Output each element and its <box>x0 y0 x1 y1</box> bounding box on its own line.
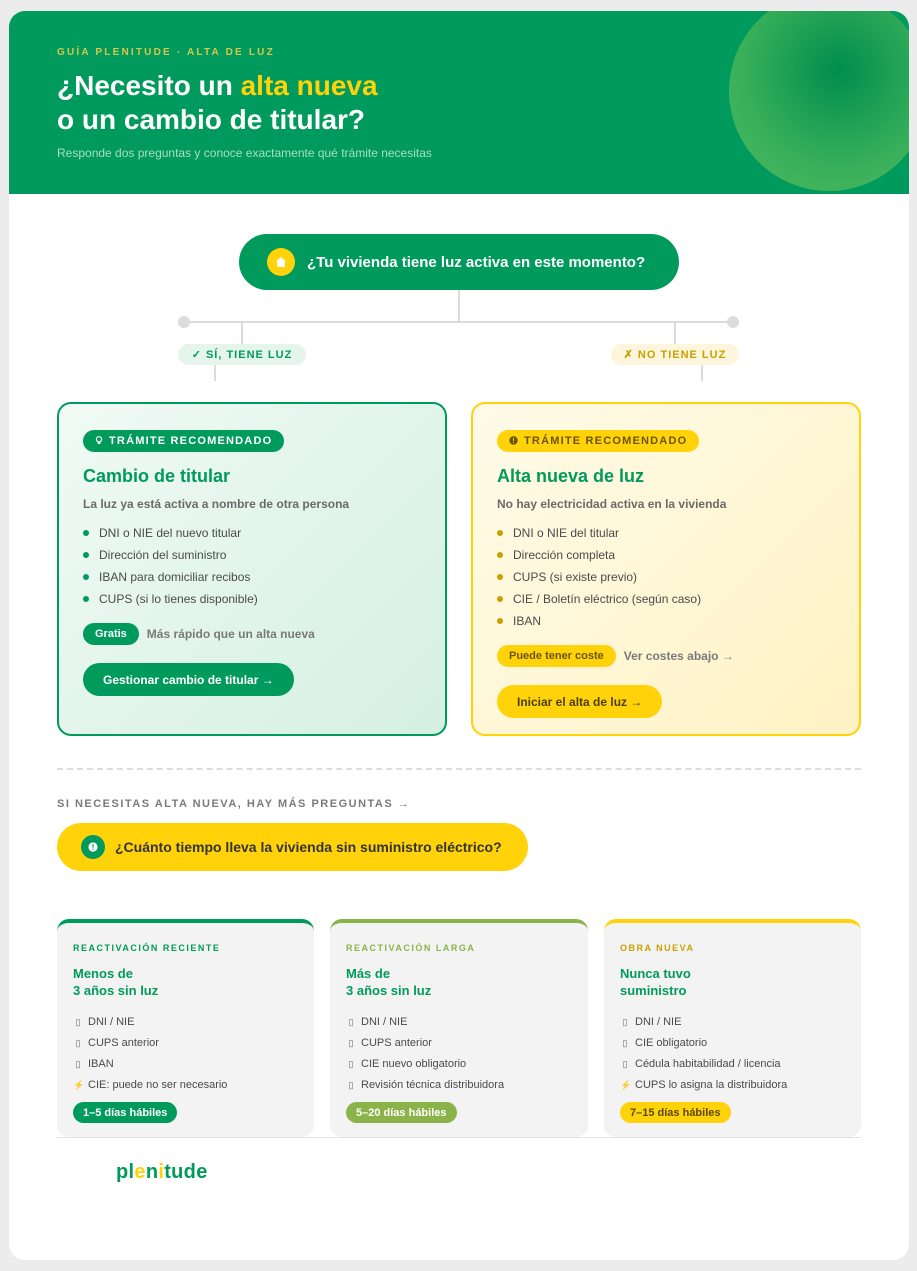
option-item <box>346 1032 572 1053</box>
requirement-item: CIE / Boletín eléctrico (según caso) <box>497 591 835 613</box>
hero-eyebrow: GUÍA PLENITUDE · ALTA DE LUZ <box>57 47 275 58</box>
connector-yes-card <box>214 365 216 381</box>
option-item-text: DNI / NIE <box>361 1015 408 1028</box>
hero-title-highlight: alta nueva <box>240 70 378 101</box>
connector-dot-right <box>727 316 739 328</box>
badge-label: TRÁMITE RECOMENDADO <box>524 435 688 447</box>
connector-stem <box>458 290 460 322</box>
option-item-text: CIE nuevo obligatorio <box>361 1057 467 1070</box>
option-item-text: DNI / NIE <box>635 1015 682 1028</box>
option-item-text: CUPS lo asigna la distribuidora <box>635 1078 788 1091</box>
document-icon: ▯ <box>348 1037 354 1048</box>
requirement-item: DNI o NIE del nuevo titular <box>83 525 421 547</box>
option-item-text: CUPS anterior <box>88 1036 159 1049</box>
connector-no-card <box>701 365 703 381</box>
alert-icon <box>509 436 518 447</box>
connector-no-drop <box>674 322 676 344</box>
option-title: Nunca tuvo suministro <box>620 966 691 998</box>
time-badge: 7–15 días hábiles <box>620 1102 731 1123</box>
recommended-badge <box>497 430 699 452</box>
hero-title-part1: ¿Necesito un <box>57 70 241 101</box>
document-icon: ▯ <box>75 1016 81 1027</box>
card-cambio-titular <box>57 402 447 736</box>
time-badge: 1–5 días hábiles <box>73 1102 177 1123</box>
option-list <box>620 1011 845 1095</box>
hero-title-part2: o un cambio de titular? <box>57 104 366 135</box>
option-kicker: REACTIVACIÓN LARGA <box>346 943 476 953</box>
home-icon <box>267 248 295 276</box>
option-item-text: DNI / NIE <box>88 1015 135 1028</box>
requirement-item: CUPS (si lo tienes disponible) <box>83 591 421 613</box>
requirements-list <box>83 525 421 613</box>
branch-no-label: ✗ NO TIENE LUZ <box>611 344 739 365</box>
requirement-item: CUPS (si existe previo) <box>497 569 835 591</box>
document-icon: ▯ <box>348 1016 354 1027</box>
option-card-obra-nueva <box>604 919 861 1137</box>
bolt-icon: ⚡ <box>73 1079 85 1090</box>
requirement-item: IBAN <box>497 613 835 635</box>
section-label: SI NECESITAS ALTA NUEVA, HAY MÁS PREGUNTAS → <box>57 798 411 810</box>
card-title: Alta nueva de luz <box>497 466 645 486</box>
card-title: Cambio de titular <box>83 466 231 486</box>
option-item-text: Cédula habitabilidad / licencia <box>635 1057 781 1070</box>
option-item <box>346 1011 572 1032</box>
document-icon: ▯ <box>75 1037 81 1048</box>
option-item <box>73 1011 298 1032</box>
requirement-item: IBAN para domiciliar recibos <box>83 569 421 591</box>
option-kicker: REACTIVACIÓN RECIENTE <box>73 943 221 953</box>
cost-row <box>497 645 835 667</box>
hero-title <box>57 69 378 137</box>
option-item <box>73 1032 298 1053</box>
hero-header <box>9 11 909 194</box>
option-item <box>620 1011 845 1032</box>
branch-yes-label: ✓ SÍ, TIENE LUZ <box>178 344 306 365</box>
connector-yes-drop <box>241 322 243 344</box>
cost-tag: Gratis <box>83 623 139 645</box>
lightbulb-icon <box>95 436 103 447</box>
option-card-larga <box>330 919 588 1137</box>
question-2-text: ¿Cuánto tiempo lleva la vivienda sin suministro eléctrico? <box>115 839 502 855</box>
option-title: Menos de 3 años sin luz <box>73 966 159 998</box>
ver-costes-link[interactable]: Ver costes abajo → <box>623 649 734 663</box>
option-item <box>73 1074 298 1095</box>
option-item-text: Revisión técnica distribuidora <box>361 1078 505 1091</box>
time-badge: 5–20 días hábiles <box>346 1102 457 1123</box>
option-item <box>620 1074 845 1095</box>
option-card-reciente <box>57 919 314 1137</box>
option-item <box>346 1074 572 1095</box>
option-item <box>620 1032 845 1053</box>
option-list <box>73 1011 298 1095</box>
bolt-icon: ⚡ <box>620 1079 632 1090</box>
document-icon: ▯ <box>348 1058 354 1069</box>
footer-divider <box>57 1137 861 1138</box>
iniciar-alta-button[interactable]: Iniciar el alta de luz → <box>497 685 662 718</box>
option-item <box>346 1053 572 1074</box>
question-1 <box>239 234 679 290</box>
card-alta-nueva <box>471 402 861 736</box>
badge-label: TRÁMITE RECOMENDADO <box>109 435 273 447</box>
connector-horizontal <box>184 321 734 323</box>
option-title: Más de 3 años sin luz <box>346 966 432 998</box>
option-item <box>73 1053 298 1074</box>
requirement-item: Dirección del suministro <box>83 547 421 569</box>
section-divider <box>57 768 861 770</box>
question-icon <box>81 835 105 859</box>
decorative-circle <box>729 11 909 191</box>
document-icon: ▯ <box>622 1058 628 1069</box>
option-kicker: OBRA NUEVA <box>620 943 695 953</box>
question-1-text: ¿Tu vivienda tiene luz activa en este momento? <box>307 253 646 271</box>
option-item <box>620 1053 845 1074</box>
gestionar-cambio-button[interactable]: Gestionar cambio de titular → <box>83 663 294 696</box>
option-item-text: IBAN <box>88 1057 114 1070</box>
requirement-item: Dirección completa <box>497 547 835 569</box>
option-item-text: CUPS anterior <box>361 1036 432 1049</box>
cost-row <box>83 623 421 645</box>
recommended-badge <box>83 430 284 452</box>
question-2 <box>57 823 528 871</box>
requirements-list <box>497 525 835 635</box>
option-item-text: CIE: puede no ser necesario <box>88 1078 228 1091</box>
document-icon: ▯ <box>622 1016 628 1027</box>
requirement-item: DNI o NIE del titular <box>497 525 835 547</box>
option-list <box>346 1011 572 1095</box>
document-icon: ▯ <box>622 1037 628 1048</box>
plenitude-logo: plenitude <box>116 1161 208 1183</box>
guide-page <box>9 11 909 1260</box>
cost-tag: Puede tener coste <box>497 645 616 667</box>
hero-subtitle: Responde dos preguntas y conoce exactamente qué trámite necesitas <box>57 146 432 160</box>
card-description: La luz ya está activa a nombre de otra persona <box>83 497 350 511</box>
card-description: No hay electricidad activa en la vivienda <box>497 497 727 511</box>
option-item-text: CIE obligatorio <box>635 1036 708 1049</box>
document-icon: ▯ <box>348 1079 354 1090</box>
cost-note: Más rápido que un alta nueva <box>146 627 315 641</box>
connector-dot-left <box>178 316 190 328</box>
document-icon: ▯ <box>75 1058 81 1069</box>
